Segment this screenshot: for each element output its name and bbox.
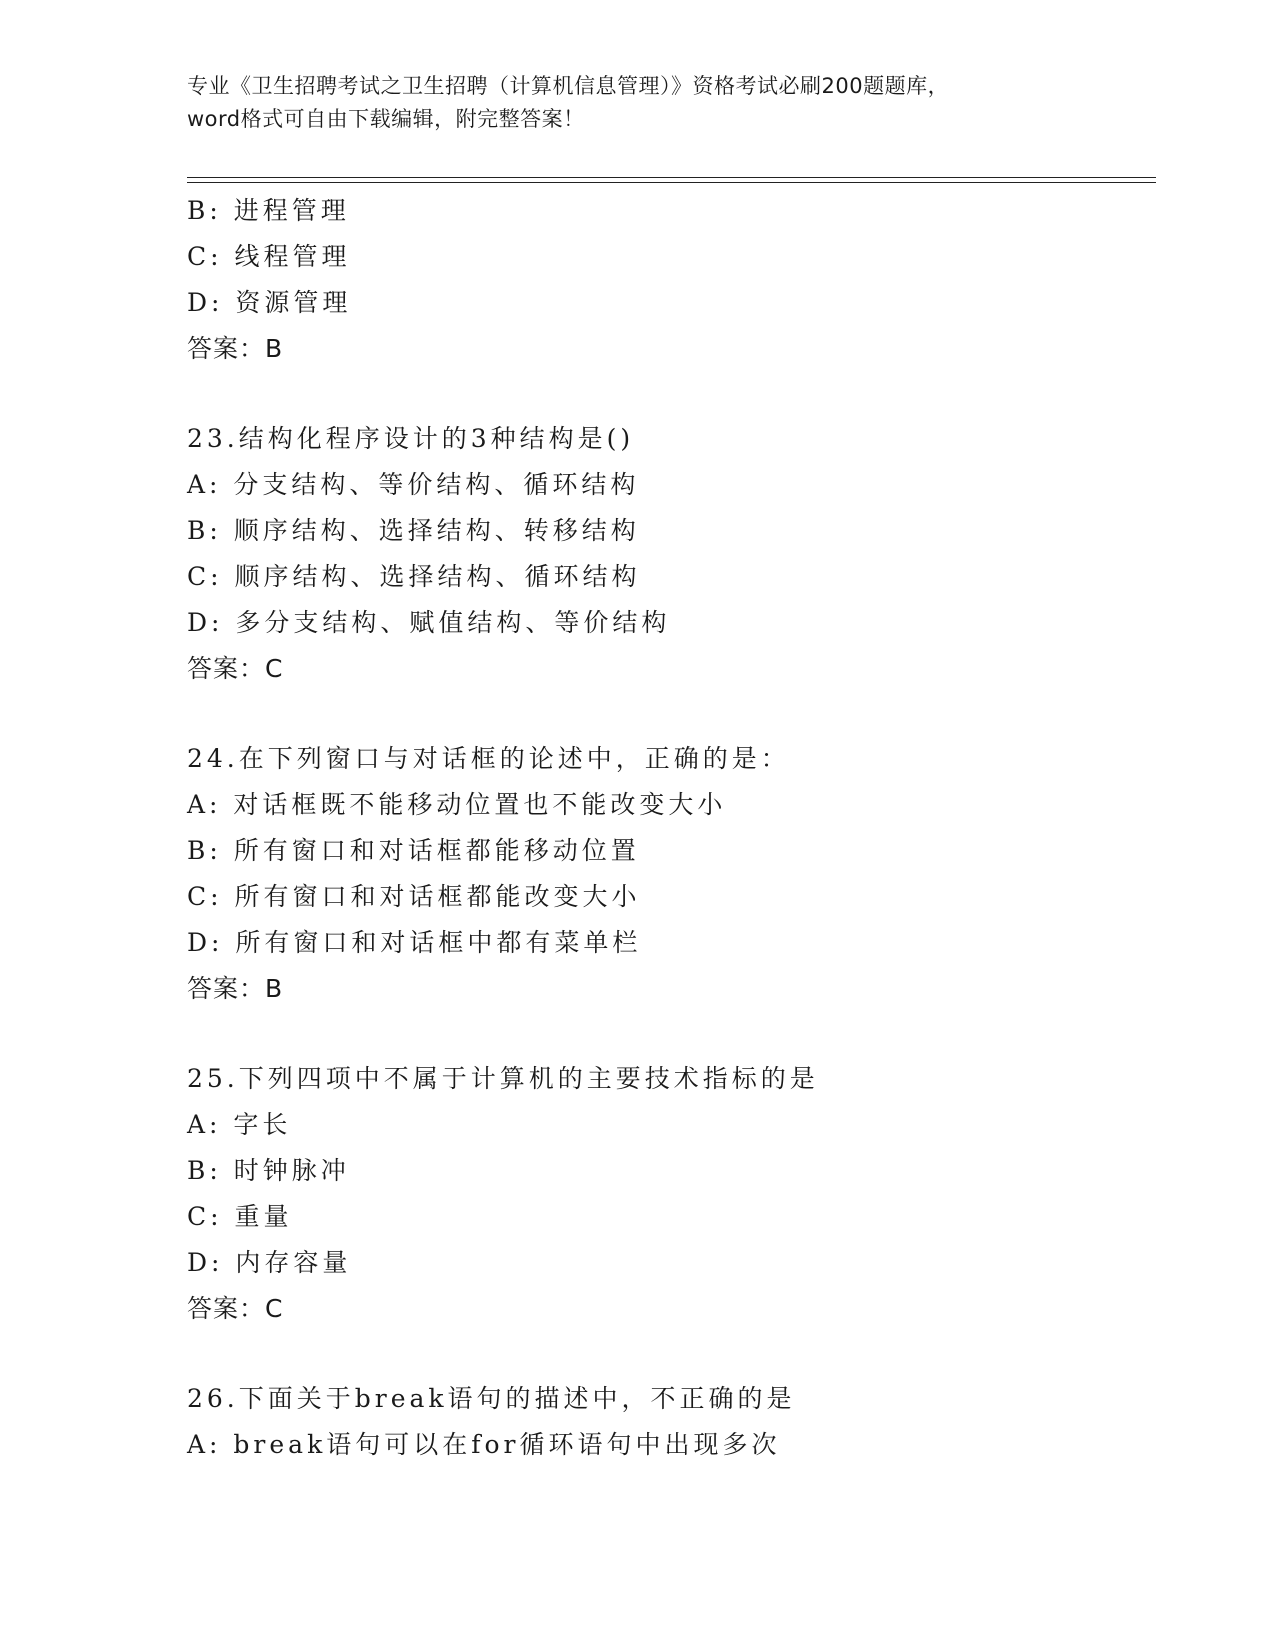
question-fragment bbox=[187, 188, 1147, 372]
answer: 答案：B bbox=[187, 974, 284, 1003]
header-divider-bottom bbox=[187, 182, 1156, 183]
option-c: C: 所有窗口和对话框都能改变大小 bbox=[187, 882, 641, 911]
answer: 答案：C bbox=[187, 654, 284, 683]
question-list bbox=[187, 188, 1147, 1468]
option-a: A: break语句可以在for循环语句中出现多次 bbox=[187, 1430, 781, 1459]
option-c: C: 线程管理 bbox=[187, 242, 351, 271]
option-c: C: 顺序结构、选择结构、循环结构 bbox=[187, 562, 641, 591]
question-text: 26.下面关于break语句的描述中，不正确的是 bbox=[187, 1384, 796, 1413]
option-a: A: 分支结构、等价结构、循环结构 bbox=[187, 470, 640, 499]
document-header bbox=[187, 70, 1087, 136]
question-24 bbox=[187, 736, 1147, 1012]
option-d: D: 所有窗口和对话框中都有菜单栏 bbox=[187, 928, 642, 957]
option-a: A: 字长 bbox=[187, 1110, 292, 1139]
answer: 答案：B bbox=[187, 334, 284, 363]
header-divider-top bbox=[187, 177, 1156, 178]
question-26 bbox=[187, 1376, 1147, 1468]
question-text: 23.结构化程序设计的3种结构是() bbox=[187, 424, 635, 453]
question-25 bbox=[187, 1056, 1147, 1332]
question-23 bbox=[187, 416, 1147, 692]
option-d: D: 内存容量 bbox=[187, 1248, 352, 1277]
option-b: B: 时钟脉冲 bbox=[187, 1156, 350, 1185]
option-a: A: 对话框既不能移动位置也不能改变大小 bbox=[187, 790, 727, 819]
option-d: D: 多分支结构、赋值结构、等价结构 bbox=[187, 608, 671, 637]
option-b: B: 进程管理 bbox=[187, 196, 350, 225]
header-line-1: 专业《卫生招聘考试之卫生招聘（计算机信息管理）》资格考试必刷200题题库， bbox=[187, 74, 950, 98]
header-line-2: word格式可自由下载编辑，附完整答案！ bbox=[187, 107, 585, 131]
question-text: 25.下列四项中不属于计算机的主要技术指标的是 bbox=[187, 1064, 819, 1093]
answer: 答案：C bbox=[187, 1294, 284, 1323]
option-b: B: 所有窗口和对话框都能移动位置 bbox=[187, 836, 640, 865]
option-b: B: 顺序结构、选择结构、转移结构 bbox=[187, 516, 640, 545]
question-text: 24.在下列窗口与对话框的论述中，正确的是： bbox=[187, 744, 790, 773]
option-d: D: 资源管理 bbox=[187, 288, 352, 317]
option-c: C: 重量 bbox=[187, 1202, 293, 1231]
